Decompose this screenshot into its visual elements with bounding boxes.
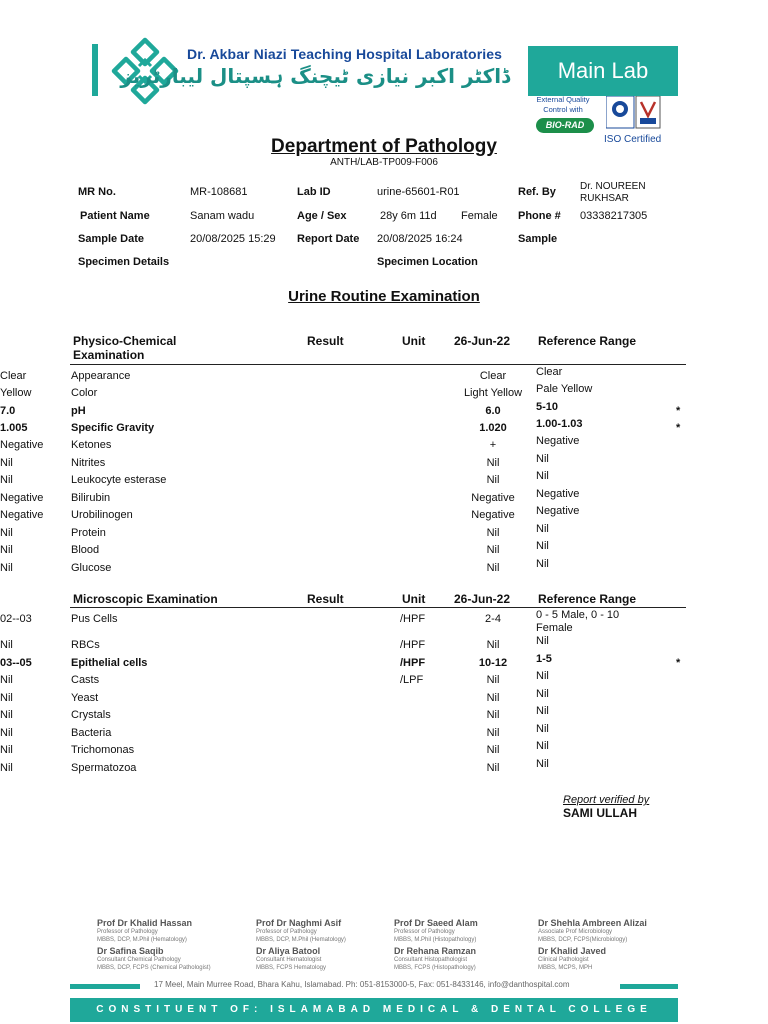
test-name: Blood	[71, 544, 100, 556]
result-value: Nil	[0, 639, 13, 651]
reference-range: 1.00-1.03	[536, 418, 583, 430]
labid-label: Lab ID	[297, 186, 331, 198]
table-row	[0, 670, 768, 692]
doctor-entry	[97, 918, 247, 944]
result-value: Nil	[0, 457, 13, 469]
unit-value: /HPF	[400, 639, 426, 651]
reference-range: Nil	[536, 523, 549, 535]
table-row	[0, 470, 768, 492]
test-name: Urobilinogen	[71, 509, 133, 521]
test-name: pH	[71, 405, 86, 417]
previous-value: +	[489, 439, 497, 451]
result-value: 1.005	[0, 422, 28, 434]
table-row	[0, 401, 768, 423]
test-name: Specific Gravity	[71, 422, 155, 434]
doctor-title: Consultant Histopathologist	[394, 957, 468, 963]
test-name: Spermatozoa	[71, 762, 137, 774]
doctor-entry	[256, 946, 406, 972]
reference-range: Negative	[536, 488, 580, 500]
accreditation-badges-icon	[606, 96, 662, 130]
table-row	[0, 688, 768, 710]
reference-range: Nil	[536, 758, 549, 770]
unit-value: /HPF	[400, 613, 426, 625]
doctor-qualifications: MBBS, MCPS, MPH	[538, 965, 593, 971]
table-row	[0, 609, 768, 634]
previous-value: Nil	[486, 562, 500, 574]
table-row	[0, 635, 768, 657]
result-value: Negative	[0, 439, 44, 451]
doctor-name: Prof Dr Naghmi Asif	[256, 918, 342, 928]
previous-value: 2-4	[485, 613, 501, 625]
reference-range: Nil	[536, 670, 549, 682]
abnormal-flag: *	[676, 657, 681, 669]
doctor-title: Consultant Hematologist	[256, 957, 322, 963]
report-date-value: 20/08/2025 16:24	[377, 233, 463, 245]
result-value: Nil	[0, 674, 13, 686]
specimen-details-label: Specimen Details	[78, 256, 170, 268]
refby-value-2: RUKHSAR	[580, 193, 629, 204]
unit-value: /LPF	[400, 674, 424, 686]
report-date-label: Report Date	[297, 233, 360, 245]
doctor-entry	[394, 918, 544, 944]
main-lab-badge: Main Lab	[528, 46, 678, 96]
result-value: Nil	[0, 544, 13, 556]
previous-value: Nil	[486, 762, 500, 774]
exam-title: Urine Routine Examination	[288, 288, 480, 305]
doctor-name: Dr Khalid Javed	[538, 946, 607, 956]
hospital-name: Dr. Akbar Niazi Teaching Hospital Laboratories	[187, 46, 503, 62]
previous-value: Negative	[471, 492, 515, 504]
doctor-entry	[97, 946, 247, 972]
result-value: Nil	[0, 709, 13, 721]
test-name: Color	[71, 387, 98, 399]
result-value: Yellow	[0, 387, 32, 399]
col-result: Result	[307, 334, 344, 348]
verifier-name: SAMI ULLAH	[563, 806, 637, 820]
department-title: Department of Pathology	[271, 136, 497, 157]
previous-value: Nil	[486, 727, 500, 739]
test-name: Trichomonas	[71, 744, 135, 756]
result-value: Nil	[0, 527, 13, 539]
result-value: 02--03	[0, 613, 32, 625]
reference-range: Nil	[536, 453, 549, 465]
reference-range: 5-10	[536, 401, 559, 413]
doctor-qualifications: MBBS, M.Phil (Histopathology)	[394, 937, 477, 943]
doctor-title: Clinical Pathologist	[538, 957, 589, 963]
reference-range: Pale Yellow	[536, 383, 593, 395]
mr-label: MR No.	[78, 186, 116, 198]
reference-range: Nil	[536, 635, 549, 647]
test-name: Crystals	[71, 709, 111, 721]
result-value: 7.0	[0, 405, 16, 417]
quality-control-text: External Quality Control with	[536, 95, 590, 114]
previous-value: Nil	[486, 474, 500, 486]
doctor-entry	[538, 946, 688, 972]
previous-value: 10-12	[478, 657, 508, 669]
table-row	[0, 453, 768, 475]
table-row	[0, 740, 768, 762]
test-name: Epithelial cells	[71, 657, 148, 669]
table-row	[0, 705, 768, 727]
doctor-name: Dr Rehana Ramzan	[394, 946, 477, 956]
reference-range: Negative	[536, 435, 580, 447]
col-reference: Reference Range	[538, 592, 637, 606]
table-row	[0, 723, 768, 745]
mr-value: MR-108681	[190, 186, 248, 198]
doctor-name: Prof Dr Saeed Alam	[394, 918, 478, 928]
reference-range: Nil	[536, 723, 549, 735]
test-name: Yeast	[71, 692, 99, 704]
address: 17 Meel, Main Murree Road, Bhara Kahu, Islamabad. Ph: 051-8153000-5, Fax: 051-8433146, info@danthospital.com	[154, 980, 570, 989]
reference-range: 0 - 5 Male, 0 - 10 Female	[536, 609, 620, 634]
hospital-name-urdu: ڈاکٹر اکبر نیازی ٹیچنگ ہسپتال لیبارٹریز	[120, 64, 510, 88]
phone-label: Phone #	[518, 210, 561, 222]
specimen-location-label: Specimen Location	[377, 256, 478, 268]
refby-value: Dr. NOUREEN	[580, 181, 646, 192]
table-row	[0, 418, 768, 440]
reference-range: Nil	[536, 540, 549, 552]
doctor-title: Consultant Chemical Pathology	[97, 957, 181, 963]
table-row	[0, 558, 768, 580]
previous-value: Nil	[486, 527, 500, 539]
result-value: Clear	[0, 370, 27, 382]
previous-value: 6.0	[485, 405, 501, 417]
table-row	[0, 523, 768, 545]
table-row	[0, 653, 768, 675]
doctor-title: Professor of Pathology	[394, 929, 455, 935]
previous-value: Light Yellow	[463, 387, 523, 399]
previous-value: Negative	[471, 509, 515, 521]
reference-range: Nil	[536, 688, 549, 700]
reference-range: Clear	[536, 366, 563, 378]
doctor-name: Dr Aliya Batool	[256, 946, 321, 956]
previous-value: Nil	[486, 457, 500, 469]
doctor-entry	[394, 946, 544, 972]
doctor-title: Professor of Pathology	[256, 929, 317, 935]
sex-value: Female	[461, 210, 498, 222]
footer	[70, 918, 678, 1024]
doctor-entry	[256, 918, 406, 944]
accent-bar	[92, 44, 98, 96]
microscopic-section-title: Microscopic Examination	[73, 592, 218, 606]
test-name: Leukocyte esterase	[71, 474, 167, 486]
biorad-logo: BIO-RAD	[536, 118, 594, 133]
sample-date-label: Sample Date	[78, 233, 145, 245]
result-value: 03--05	[0, 657, 32, 669]
unit-value: /HPF	[400, 657, 426, 669]
test-name: Protein	[71, 527, 106, 539]
test-name: Ketones	[71, 439, 112, 451]
doctor-qualifications: MBBS, DCP, M.Phil (Hematology)	[97, 937, 187, 943]
test-name: RBCs	[71, 639, 100, 651]
col-reference: Reference Range	[538, 334, 637, 348]
patient-name-label: Patient Name	[80, 210, 150, 222]
previous-value: Nil	[486, 674, 500, 686]
table-row	[0, 505, 768, 527]
table-row	[0, 540, 768, 562]
reference-range: 1-5	[536, 653, 552, 665]
doctor-title: Professor of Pathology	[97, 929, 158, 935]
doctor-entry	[538, 918, 688, 944]
previous-value: Nil	[486, 692, 500, 704]
test-name: Bacteria	[71, 727, 112, 739]
reference-range: Negative	[536, 505, 580, 517]
lab-header	[90, 16, 680, 156]
result-value: Nil	[0, 692, 13, 704]
iso-certified: ISO Certified	[604, 134, 662, 145]
result-value: Nil	[0, 744, 13, 756]
table-row	[0, 366, 768, 388]
labid-value: urine-65601-R01	[377, 186, 460, 198]
doctor-name: Dr Shehla Ambreen Alizai	[538, 918, 647, 928]
reference-range: Nil	[536, 705, 549, 717]
test-name: Casts	[71, 674, 100, 686]
doctor-qualifications: MBBS, FCPS Hematology	[256, 965, 327, 971]
doctor-qualifications: MBBS, FCPS (Histopathology)	[394, 965, 476, 971]
result-value: Nil	[0, 562, 13, 574]
previous-value: Nil	[486, 639, 500, 651]
constituent-banner: CONSTITUENT OF: ISLAMABAD MEDICAL & DENTAL COLLEGE	[70, 998, 678, 1022]
abnormal-flag: *	[676, 422, 681, 434]
physico-section-title: Physico-Chemical Examination	[73, 334, 177, 362]
test-name: Appearance	[71, 370, 131, 382]
age-sex-label: Age / Sex	[297, 210, 347, 222]
result-value: Nil	[0, 727, 13, 739]
sample-label: Sample	[518, 233, 558, 245]
test-name: Pus Cells	[71, 613, 118, 625]
col-result: Result	[307, 592, 344, 606]
doctor-name: Prof Dr Khalid Hassan	[97, 918, 193, 928]
previous-value: Nil	[486, 709, 500, 721]
test-name: Glucose	[71, 562, 112, 574]
col-unit: Unit	[402, 334, 426, 348]
result-value: Nil	[0, 474, 13, 486]
age-value: 28y 6m 11d	[380, 210, 437, 222]
doctor-qualifications: MBBS, DCP, FCPS(Microbiology)	[538, 937, 628, 943]
previous-value: Nil	[486, 744, 500, 756]
doctor-qualifications: MBBS, DCP, M.Phil (Hematology)	[256, 937, 346, 943]
abnormal-flag: *	[676, 405, 681, 417]
sample-date-value: 20/08/2025 15:29	[190, 233, 276, 245]
test-name: Nitrites	[71, 457, 106, 469]
previous-value: Nil	[486, 544, 500, 556]
reference-range: Nil	[536, 470, 549, 482]
table-row	[0, 758, 768, 780]
table-row	[0, 383, 768, 405]
doctor-qualifications: MBBS, DCP, FCPS (Chemical Pathologist)	[97, 965, 211, 971]
table-row	[0, 435, 768, 457]
phone-value: 03338217305	[580, 210, 648, 222]
col-prev-date: 26-Jun-22	[454, 334, 511, 348]
result-value: Nil	[0, 762, 13, 774]
test-name: Bilirubin	[71, 492, 111, 504]
col-unit: Unit	[402, 592, 426, 606]
col-prev-date: 26-Jun-22	[454, 592, 511, 606]
table-row	[0, 488, 768, 510]
verified-by-label: Report verified by	[563, 794, 650, 806]
reference-range: Nil	[536, 740, 549, 752]
doctor-name: Dr Safina Saqib	[97, 946, 164, 956]
doctor-title: Associate Prof Microbiology	[538, 929, 613, 935]
form-number: ANTH/LAB-TP009-F006	[330, 157, 438, 168]
reference-range: Nil	[536, 558, 549, 570]
patient-name-value: Sanam wadu	[190, 210, 255, 222]
previous-value: 1.020	[479, 422, 507, 434]
result-value: Negative	[0, 509, 44, 521]
refby-label: Ref. By	[518, 186, 556, 198]
previous-value: Clear	[479, 370, 507, 382]
table-rule	[70, 607, 686, 608]
result-value: Negative	[0, 492, 44, 504]
table-rule	[70, 364, 686, 365]
